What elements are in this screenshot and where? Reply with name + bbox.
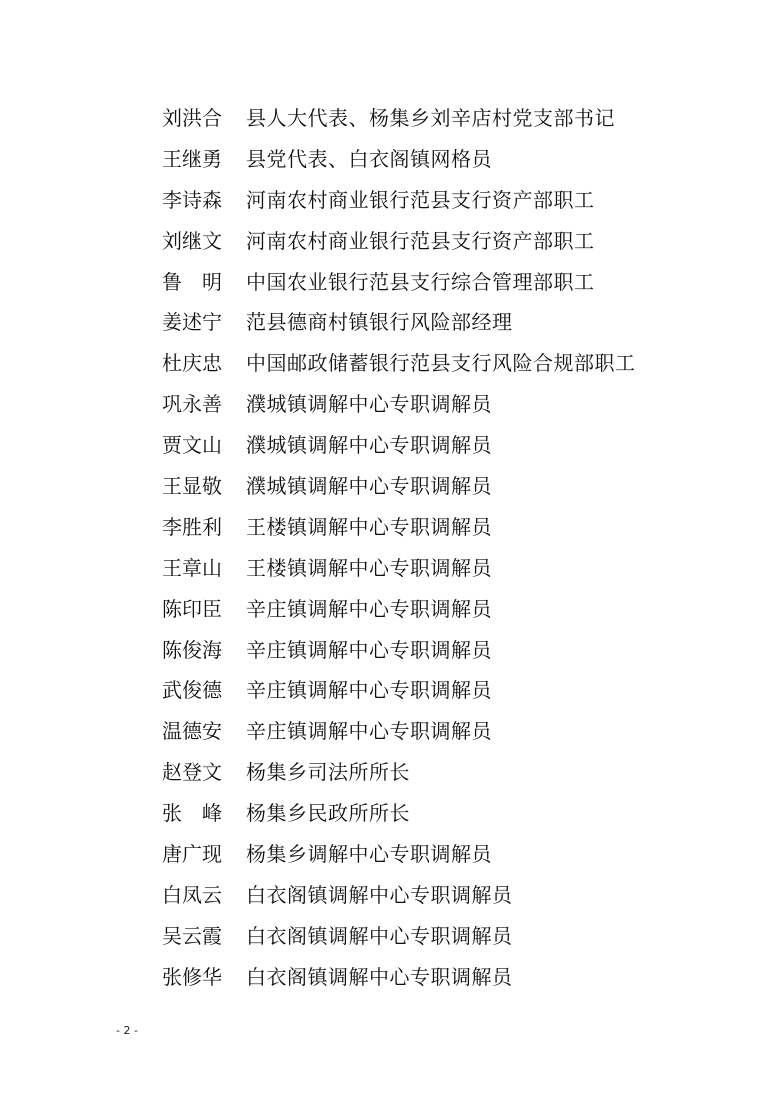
member-name: 赵登文 [162,760,222,785]
member-name: 刘继文 [162,228,222,253]
member-role: 白衣阁镇调解中心专职调解员 [246,882,513,907]
list-item [162,341,722,382]
member-name: 陈俊海 [162,637,222,662]
list-item [162,750,722,791]
member-role: 县党代表、白衣阁镇网格员 [246,146,492,171]
list-item [162,832,722,873]
member-name: 张修华 [162,964,222,989]
list-item [162,219,722,260]
list-item [162,178,722,219]
member-role: 县人大代表、杨集乡刘辛店村党支部书记 [246,105,615,130]
list-item [162,505,722,546]
member-role: 范县德商村镇银行风险部经理 [246,310,513,335]
member-role: 王楼镇调解中心专职调解员 [246,555,492,580]
page-number: - 2 - [116,1024,138,1037]
list-item [162,260,722,301]
member-role: 杨集乡司法所所长 [246,760,410,785]
member-role: 濮城镇调解中心专职调解员 [246,392,492,417]
list-item [162,668,722,709]
member-name: 姜述宁 [162,310,222,335]
member-role: 中国邮政储蓄银行范县支行风险合规部职工 [246,351,636,376]
member-role: 白衣阁镇调解中心专职调解员 [246,923,513,948]
member-name: 唐广现 [162,841,222,866]
member-name: 李胜利 [162,514,222,539]
member-role: 杨集乡调解中心专职调解员 [246,841,492,866]
member-name: 王章山 [162,555,222,580]
member-role: 辛庄镇调解中心专职调解员 [246,596,492,621]
list-item [162,137,722,178]
list-item [162,546,722,587]
list-item [162,873,722,914]
member-name: 刘洪合 [162,105,222,130]
member-name: 巩永善 [162,392,222,417]
member-role: 辛庄镇调解中心专职调解员 [246,678,492,703]
member-name: 吴云霞 [162,923,222,948]
list-item [162,955,722,996]
list-item [162,300,722,341]
member-name: 李诗森 [162,187,222,212]
member-name: 杜庆忠 [162,351,222,376]
member-list [162,96,722,996]
list-item [162,587,722,628]
member-name: 贾文山 [162,433,222,458]
member-role: 杨集乡民政所所长 [246,801,410,826]
member-name: 鲁 明 [162,269,222,294]
member-role: 中国农业银行范县支行综合管理部职工 [246,269,595,294]
member-name: 白凤云 [162,882,222,907]
member-name: 王继勇 [162,146,222,171]
list-item [162,709,722,750]
member-name: 武俊德 [162,678,222,703]
member-role: 王楼镇调解中心专职调解员 [246,514,492,539]
member-role: 濮城镇调解中心专职调解员 [246,433,492,458]
list-item [162,464,722,505]
member-role: 河南农村商业银行范县支行资产部职工 [246,228,595,253]
list-item [162,96,722,137]
list-item [162,628,722,669]
member-role: 濮城镇调解中心专职调解员 [246,473,492,498]
list-item [162,423,722,464]
member-role: 河南农村商业银行范县支行资产部职工 [246,187,595,212]
list-item [162,382,722,423]
member-name: 温德安 [162,719,222,744]
list-item [162,791,722,832]
member-name: 陈印臣 [162,596,222,621]
member-role: 白衣阁镇调解中心专职调解员 [246,964,513,989]
member-name: 张 峰 [162,801,222,826]
member-role: 辛庄镇调解中心专职调解员 [246,719,492,744]
list-item [162,914,722,955]
member-role: 辛庄镇调解中心专职调解员 [246,637,492,662]
member-name: 王显敬 [162,473,222,498]
